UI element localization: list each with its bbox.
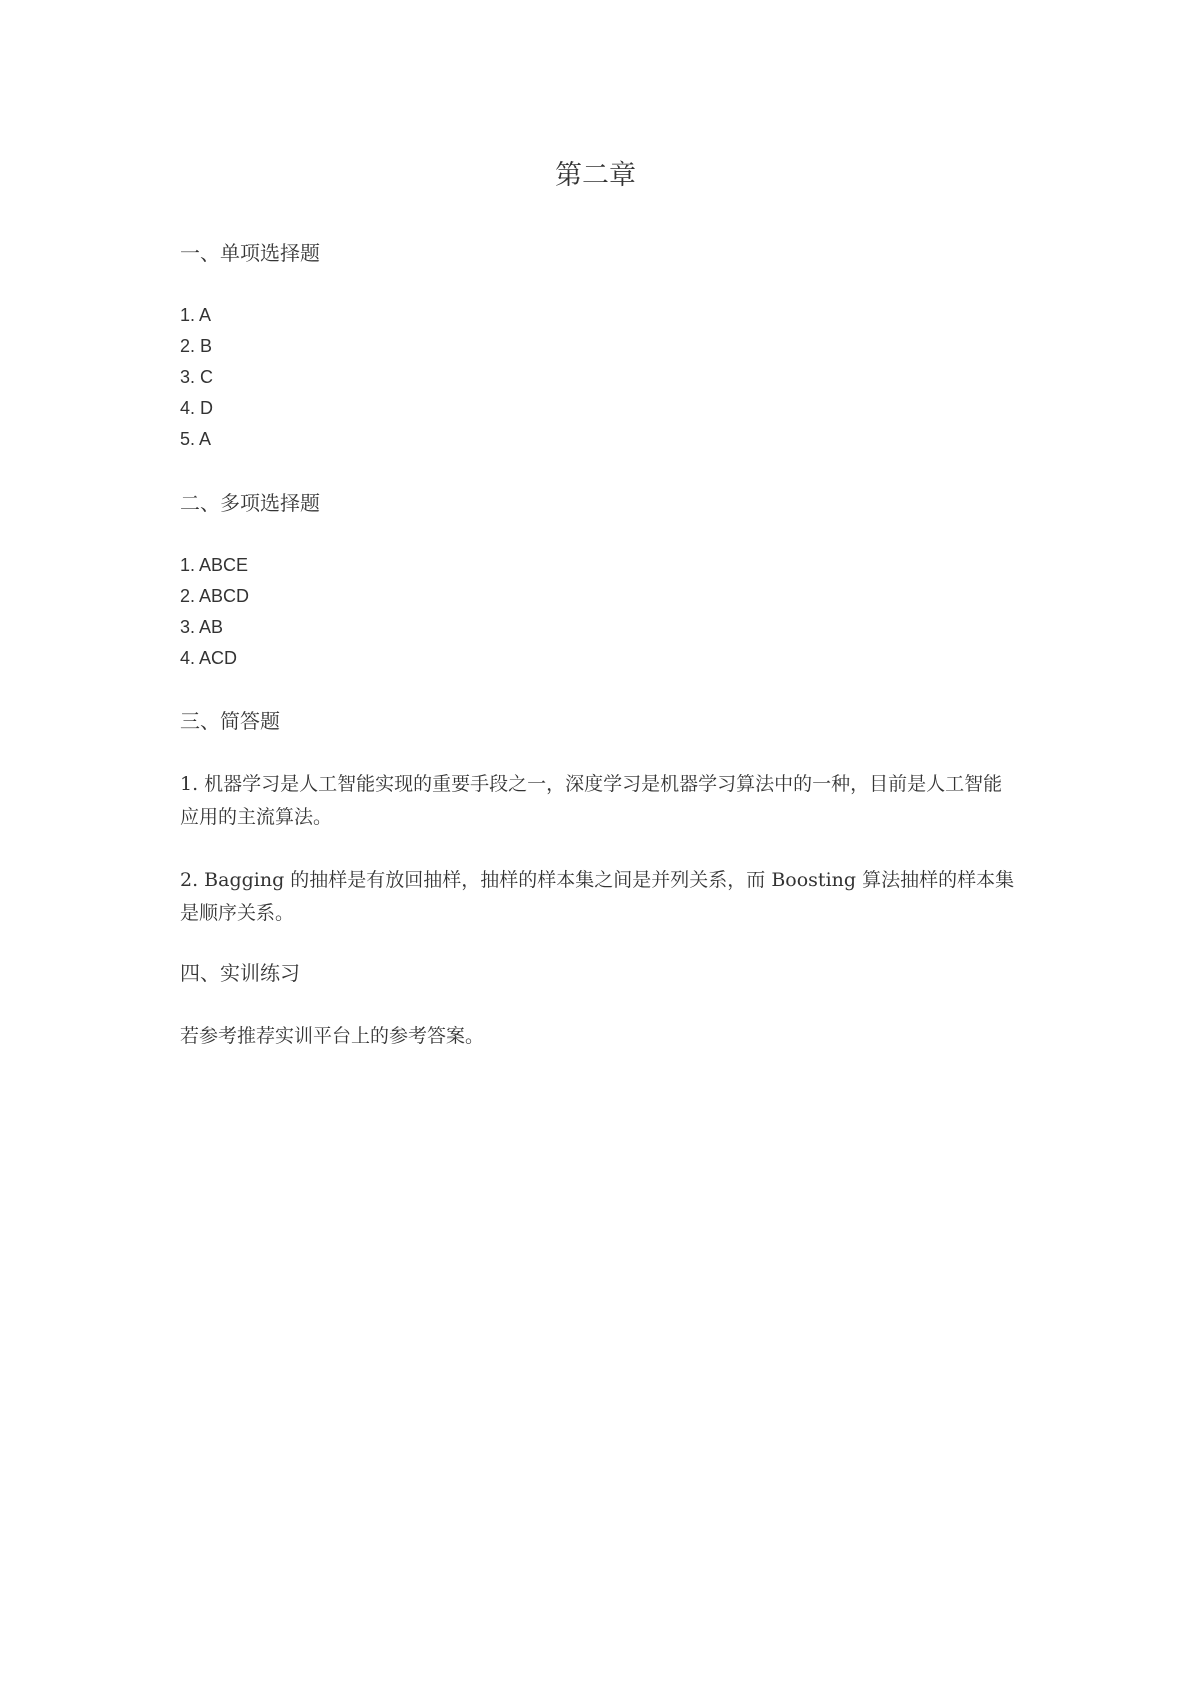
list-item: 2. ABCD: [180, 586, 250, 606]
list-item: 4. D: [180, 398, 214, 418]
list-item: 1. A: [180, 305, 212, 325]
list-item: 5. A: [180, 429, 212, 449]
section-heading-single-choice: 一、单项选择题: [180, 241, 320, 265]
list-item: 3. C: [180, 367, 214, 387]
list-item: 3. AB: [180, 617, 224, 637]
short-answer-1: 1. 机器学习是人工智能实现的重要手段之一，深度学习是机器学习算法中的一种，目前是人工智能应用的主流算法。: [180, 773, 1003, 828]
section-heading-short-answer: 三、简答题: [180, 709, 280, 733]
single-choice-answer-list: [180, 300, 213, 455]
multi-choice-answer-list: [180, 550, 249, 674]
practice-text: 若参考推荐实训平台上的参考答案。: [180, 1025, 485, 1047]
list-item: 2. B: [180, 336, 213, 356]
list-item: 4. ACD: [180, 648, 238, 668]
chapter-title: 第二章: [555, 160, 636, 191]
section-heading-multi-choice: 二、多项选择题: [180, 491, 320, 515]
list-item: 1. ABCE: [180, 555, 249, 575]
section-heading-practice: 四、实训练习: [180, 961, 300, 985]
short-answer-2: 2. Bagging 的抽样是有放回抽样，抽样的样本集之间是并列关系，而 Boosting 算法抽样的样本集是顺序关系。: [180, 869, 1015, 924]
